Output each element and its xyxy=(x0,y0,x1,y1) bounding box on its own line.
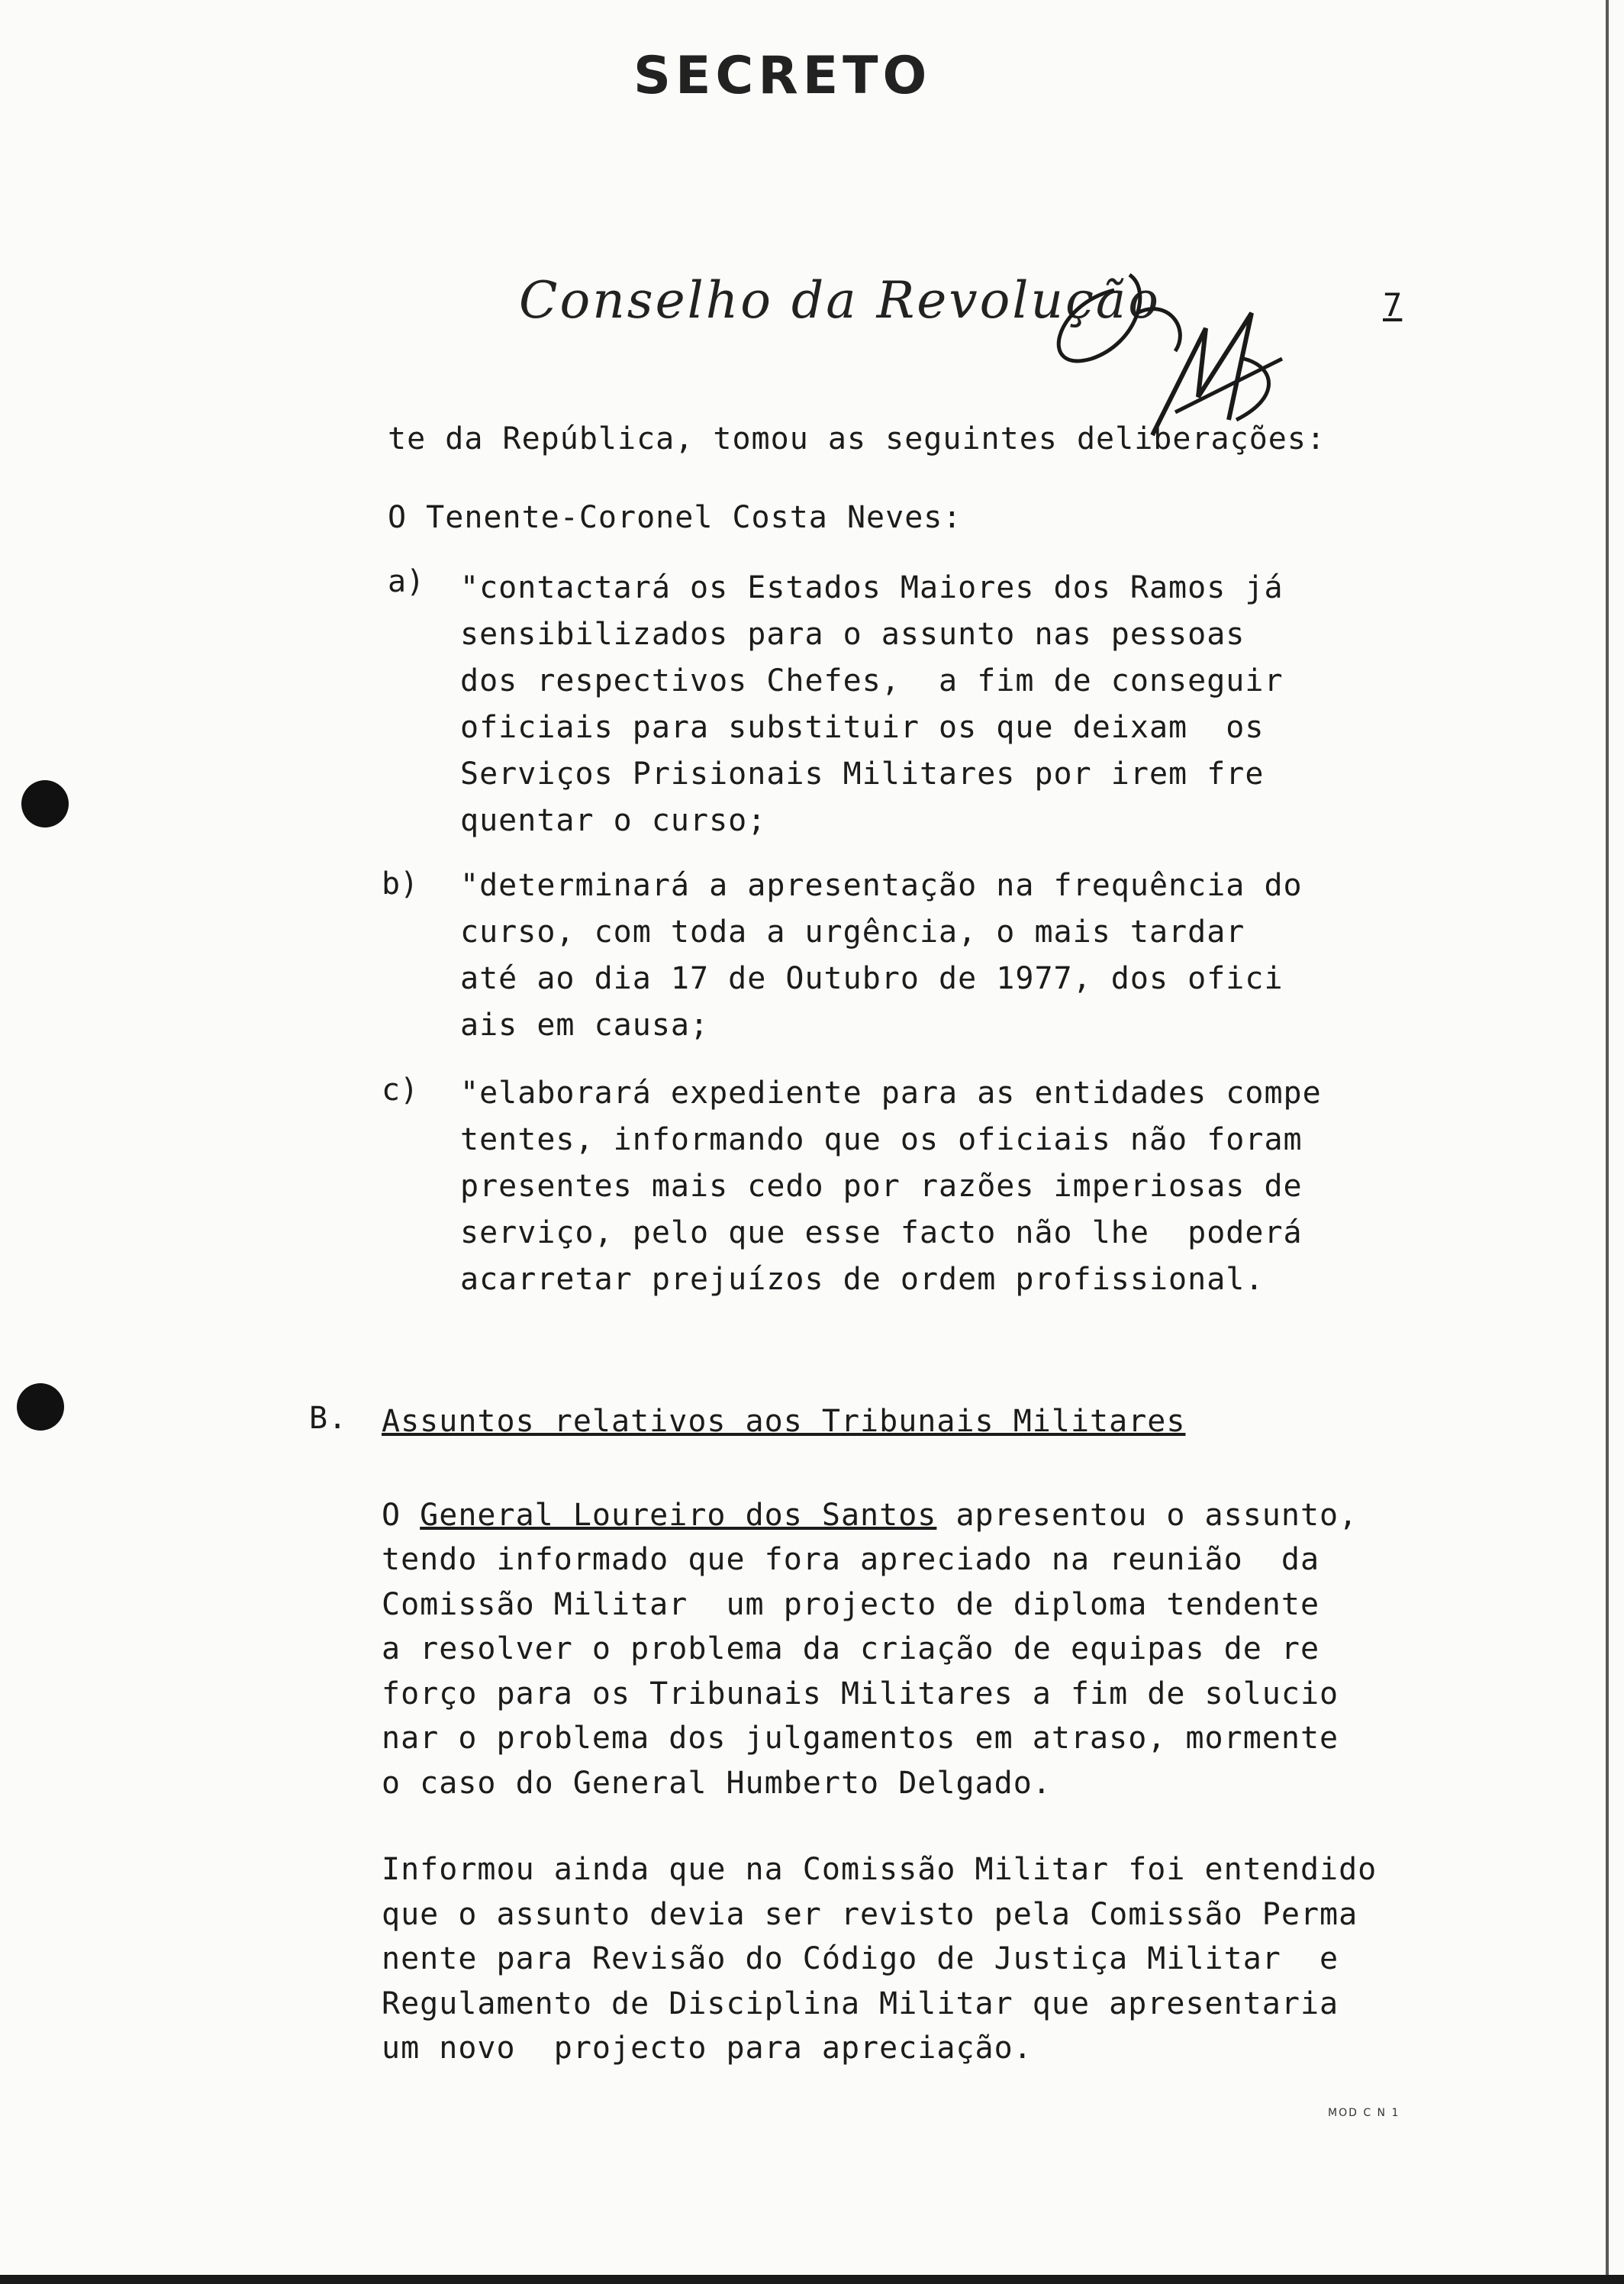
item-text-c: "elaborará expediente para as entidades compe tentes, informando que os oficiais não foram presentes mais cedo por razões imperiosas de serviço, pelo que esse facto não lhe poderá acarretar prejuízos de ordem profissional. xyxy=(460,1076,1322,1297)
secret-stamp: SECRETO xyxy=(633,46,932,106)
section-marker: B. xyxy=(309,1401,348,1436)
paragraph-2: Informou ainda que na Comissão Militar foi entendido que o assunto devia ser revisto pela Comissão Perma nente para Revisão do Código de Justiça Militar e Regulamento de Disciplina Militar que apresentaria um novo projecto para apreciação. xyxy=(382,1852,1378,2066)
punch-hole-top xyxy=(21,780,69,827)
paragraph-1-prefix: O xyxy=(382,1498,420,1533)
punch-hole-bottom xyxy=(17,1383,64,1431)
general-name: General Loureiro dos Santos xyxy=(420,1498,937,1533)
page-number: 7 xyxy=(1383,286,1403,324)
section-title: Assuntos relativos aos Tribunais Militares xyxy=(382,1404,1186,1439)
intro-line: te da República, tomou as seguintes deliberações: xyxy=(388,421,1326,456)
form-code: MOD C N 1 xyxy=(1328,2107,1400,2119)
item-marker-a: a) xyxy=(388,564,425,599)
paragraph-1-body: tendo informado que fora apreciado na reunião da Comissão Militar um projecto de diploma tendente a resolver o problema da criação de equipas de re forço para os Tribunais Militares a fim de solucio nar o problema dos julgamentos em atraso, mormente o caso do General Humberto Delgado. xyxy=(382,1542,1339,1801)
item-marker-c: c) xyxy=(382,1073,419,1108)
scan-bottom-border xyxy=(0,2275,1624,2284)
paragraph-1-suffix: apresentou o assunto, xyxy=(936,1498,1358,1533)
letterhead-title: Conselho da Revolução xyxy=(519,271,1162,330)
subject-line: O Tenente-Coronel Costa Neves: xyxy=(388,500,962,535)
item-text-a: "contactará os Estados Maiores dos Ramos já sensibilizados para o assunto nas pessoas dos respectivos Chefes, a fim de conseguir oficiais para substituir os que deixam os Serviços Prisionais Militares por irem fre quentar o curso; xyxy=(460,570,1284,838)
item-text-b: "determinará a apresentação na frequência do curso, com toda a urgência, o mais tardar até ao dia 17 de Outubro de 1977, dos ofici ais em causa; xyxy=(460,868,1303,1043)
scan-edge-line xyxy=(1606,0,1609,2284)
paragraph-1-first-line xyxy=(382,1492,1358,1538)
item-marker-b: b) xyxy=(382,866,419,902)
